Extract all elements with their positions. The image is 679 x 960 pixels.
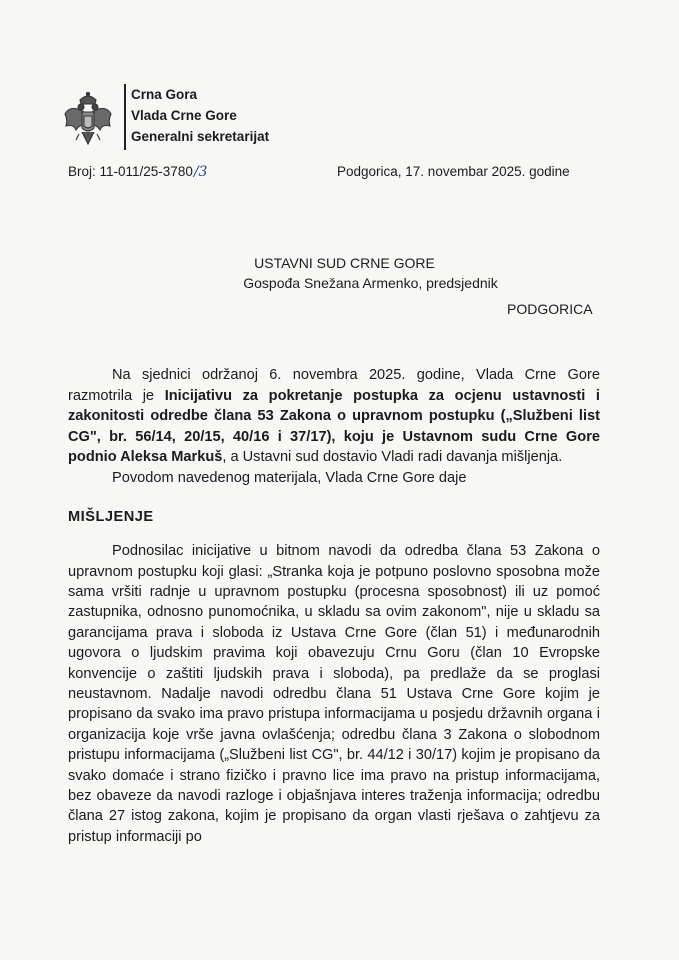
document-body [68,365,600,847]
issuer-government: Vlada Crne Gore [131,108,237,123]
issuer-country: Crna Gora [131,87,198,102]
paragraph-intro-end: , a Ustavni sud dostavio Vladi radi davanja mišljenja. [222,449,563,466]
place-date: Podgorica, 17. novembar 2025. godine [337,164,570,179]
montenegro-coat-of-arms-icon [62,90,114,148]
paragraph-preface: Povodom navedenog materijala, Vlada Crne Gore daje [112,469,467,486]
paragraph-intro-start: Na sjednici održanoj 6. novembra 2025. godine, Vlada Crne Gore razmotrila je [68,367,600,404]
paragraph-intro [68,365,600,468]
header-divider [124,84,126,150]
recipient-city: PODGORICA [507,301,593,317]
recipient-person: Gospođa Snežana Armenko, predsjednik [243,275,498,291]
reference-number-text: Broj: 11-011/25-3780 [68,164,193,179]
paragraph-opinion: Podnosilac inicijative u bitnom navodi da odredba člana 53 Zakona o upravnom postupku koji glasi: „Stranka koja je potpuno poslovno sposobna može sama vršiti radnje u upravnom postupku (procesna sposobnost) ili uz pomoć zastupnika, odnosno punomoćnika, u skladu sa ovim zakonom", nije u skladu sa garancijama prava i sloboda iz Ustava Crne Gore (član 51) i međunarodnih ugovora o ljudskim pravima koji obavezuju Crnu Goru (član 10 Evropske konvencije o zaštiti ljudskih prava i sloboda), pa predlaže da se proglasi neustavnom. Nadalje navodi odredbu člana 51 Ustava Crne Gore kojim je propisano da svako ima pravo pristupa informacijama u posjedu državnih organa i organizacija koje vrše javna ovlašćenja; odredbu člana 3 Zakona o slobodnom pristupu informacijama („Službeni list CG", br. 44/12 i 30/17) kojim je propisano da svako domaće i strano fizičko i pravno lice ima pravo na pristup informacijama, bez obaveze da navodi razloge i objašnjava interes traženja informacija; odredbu člana 27 istog zakona, kojim je propisano da organ vlasti rješava o zahtjevu za pristup informaciji po [68,543,600,845]
recipient-institution: USTAVNI SUD CRNE GORE [254,255,435,271]
reference-number [68,164,207,180]
recipient-block [0,253,679,293]
initiative-title: Inicijativu za pokretanje postupka za ocjenu ustavnosti i zakonitosti odredbe člana 53 Zakona o upravnom postupku („Službeni list CG", br. 56/14, 20/15, 40/16 i 37/17), koju je Ustavnom sudu Crne Gore podnio Aleksa Markuš [68,387,600,466]
handwritten-suffix: /3 [193,164,208,180]
issuer-secretariat: Generalni sekretarijat [131,129,270,144]
issuer-block [131,84,269,147]
section-heading: MIŠLJENJE [68,508,154,525]
